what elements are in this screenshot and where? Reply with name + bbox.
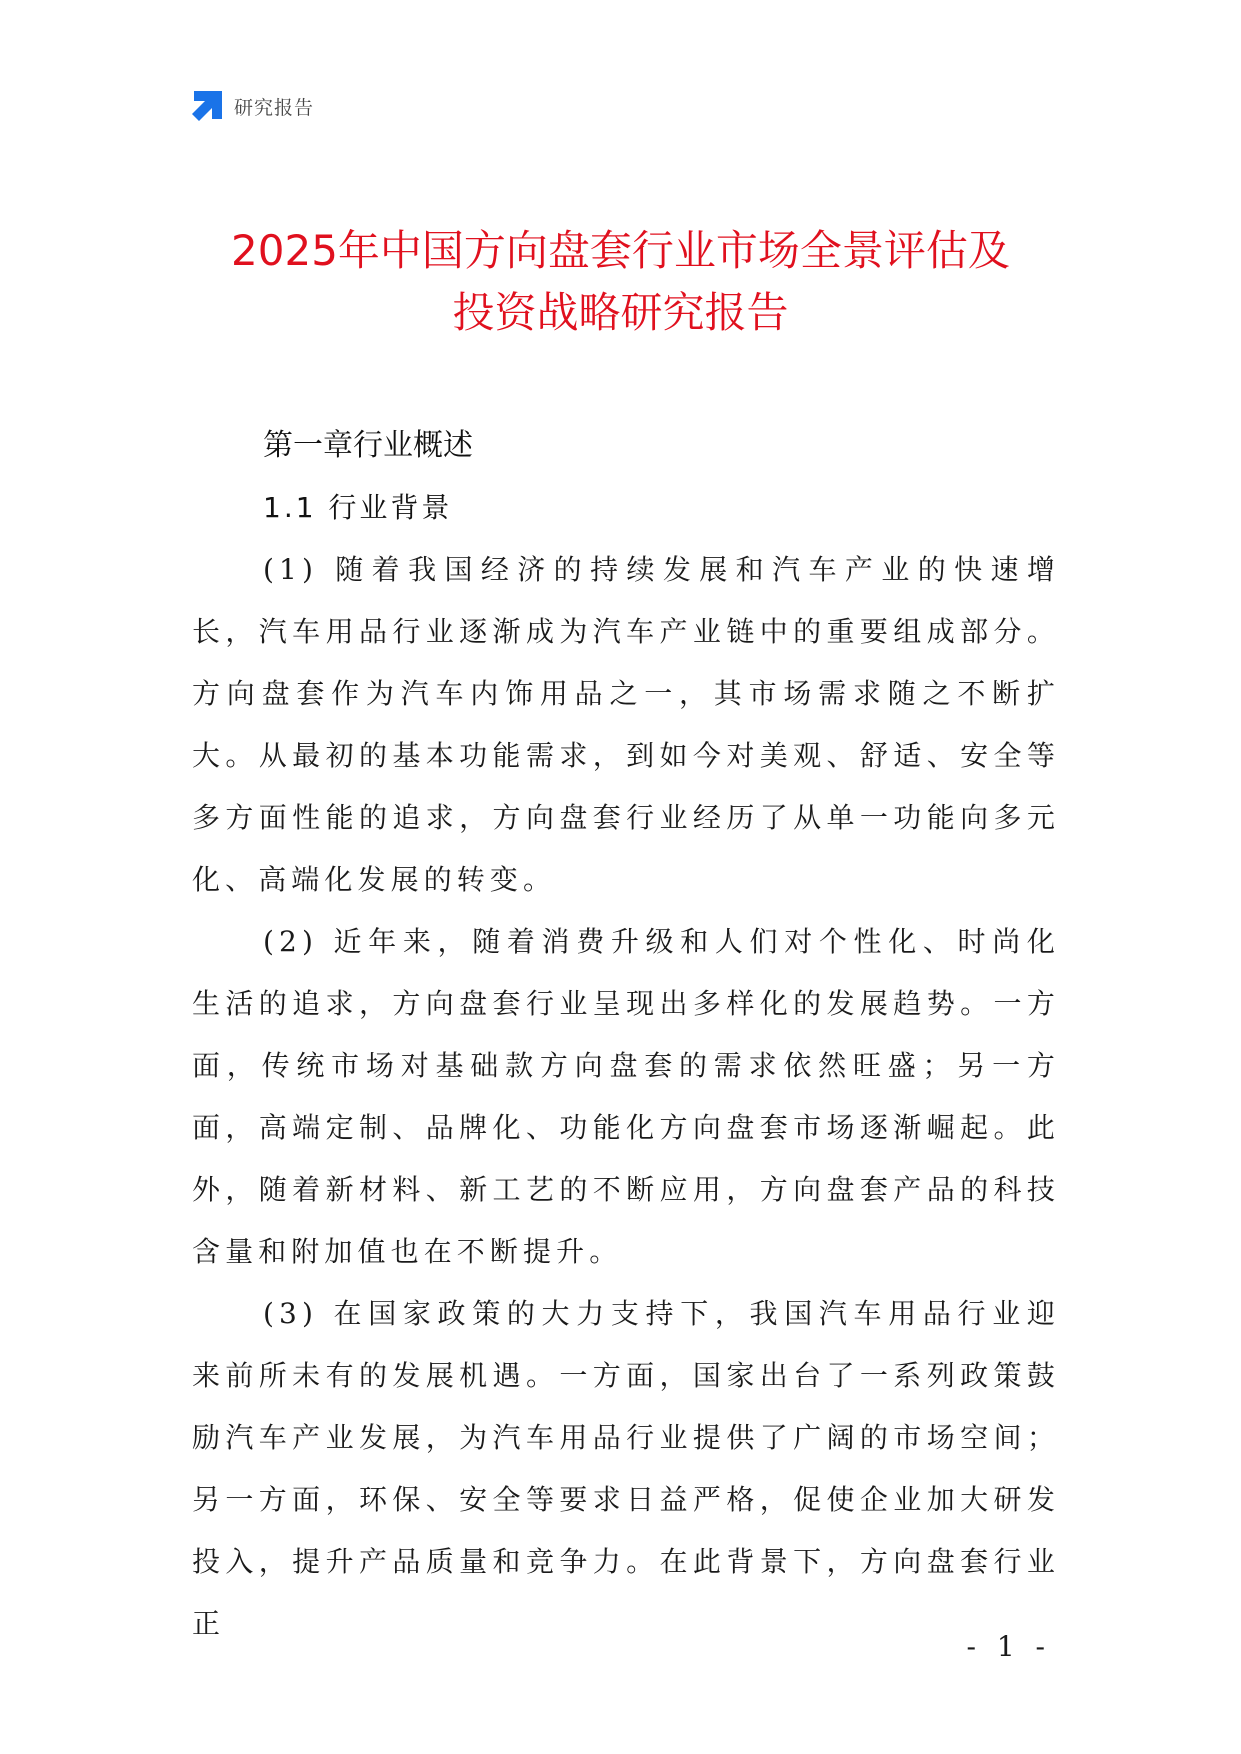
header-label: 研究报告 (234, 96, 315, 119)
report-title (150, 220, 1091, 344)
chapter-heading: 第一章行业概述 (263, 428, 473, 463)
section-heading: 1.1 行业背景 (263, 491, 453, 524)
arrow-up-right-icon (190, 89, 224, 123)
page-number: - 1 - (966, 1630, 1051, 1663)
title-line-2: 投资战略研究报告 (452, 288, 789, 337)
title-line-1: 2025年中国方向盘套行业市场全景评估及 (231, 226, 1010, 275)
paragraph-3: (3) 在国家政策的大力支持下，我国汽车用品行业迎来前所未有的发展机遇。一方面，国家出台了一系列政策鼓励汽车产业发展，为汽车用品行业提供了广阔的市场空间；另一方面，环保、安全等要求日益严格，促使企业加大研发投入，提升产品质量和竞争力。在此背景下，方向盘套行业正 (192, 1297, 1060, 1640)
paragraph-1: (1) 随着我国经济的持续发展和汽车产业的快速增长，汽车用品行业逐渐成为汽车产业链中的重要组成部分。方向盘套作为汽车内饰用品之一，其市场需求随之不断扩大。从最初的基本功能需求，到如今对美观、舒适、安全等多方面性能的追求，方向盘套行业经历了从单一功能向多元化、高端化发展的转变。 (192, 553, 1060, 896)
report-body (192, 415, 1060, 1655)
report-header (190, 88, 314, 124)
paragraph-2: (2) 近年来，随着消费升级和人们对个性化、时尚化生活的追求，方向盘套行业呈现出多样化的发展趋势。一方面，传统市场对基础款方向盘套的需求依然旺盛；另一方面，高端定制、品牌化、功能化方向盘套市场逐渐崛起。此外，随着新材料、新工艺的不断应用，方向盘套产品的科技含量和附加值也在不断提升。 (192, 925, 1060, 1268)
